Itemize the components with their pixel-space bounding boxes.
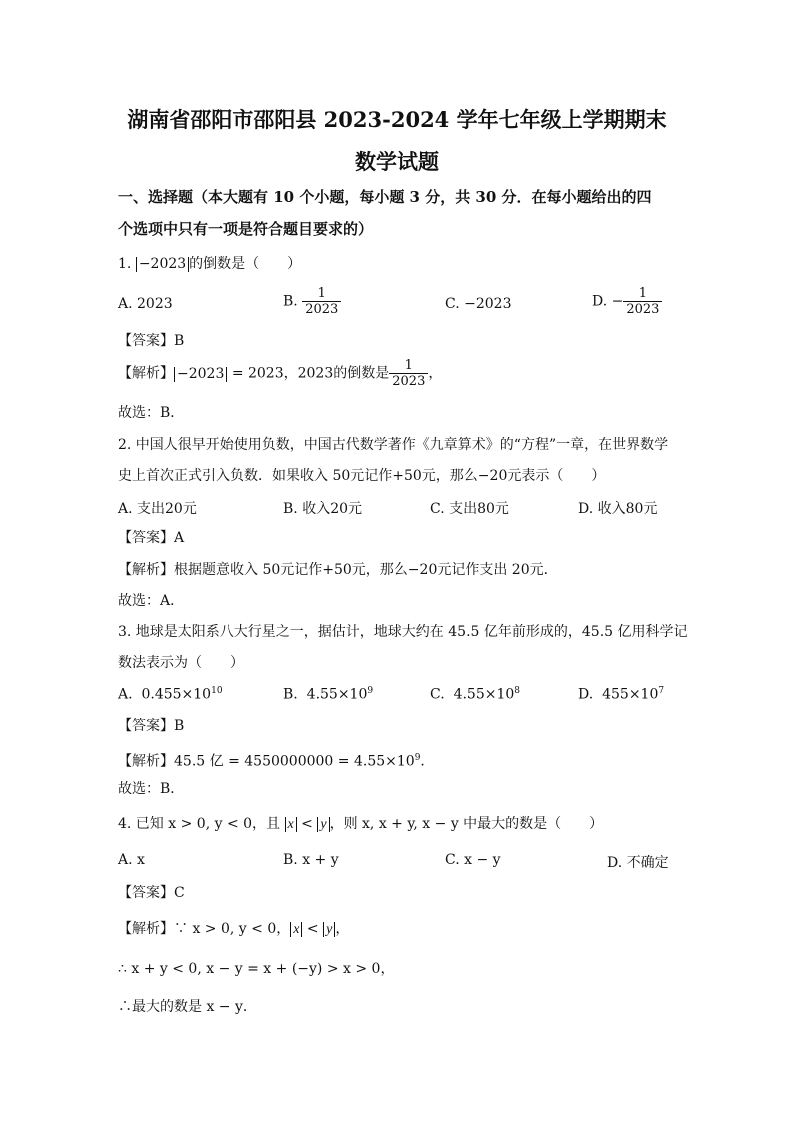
q4-step3: ∴最大的数是 x − y． <box>118 999 257 1015</box>
q1-option-d: D. − $\frac{1}{2023}$ <box>592 286 662 317</box>
q2-option-b: B. 收入20元 <box>283 501 363 517</box>
q1-option-a: A. 2023 <box>118 296 173 312</box>
q3-analysis: 【解析】45.5 亿 = $4550000000 = 4.55\times 10^9$． <box>118 753 435 770</box>
document-title-line1: 湖南省邵阳市邵阳县 2023-2024 学年七年级上学期期末 <box>127 107 667 132</box>
q2-stem-line2: 史上首次正式引入负数．如果收入 50元记作+50元，那么−20元表示（ ） <box>118 468 606 484</box>
q4-option-b: B. x + y <box>283 852 339 868</box>
q3-answer: 【答案】B <box>118 718 185 734</box>
q3-option-b: B. $4.55\times 10^9$ <box>283 686 374 703</box>
document-title-line2: 数学试题 <box>355 149 439 174</box>
q1-analysis: 【解析】 −2023 = 2023，2023的倒数是 $\frac{1}{2023}$ ， <box>118 358 443 389</box>
q2-stem-line1: 2. 中国人很早开始使用负数，中国古代数学著作《九章算术》的“方程”一章，在世界数学 <box>118 437 669 453</box>
q2-conclusion: 故选：A． <box>118 593 185 609</box>
q1-answer: 【答案】B <box>118 333 185 349</box>
q4-stem: 4. 已知 x > 0, y < 0，且 x < y ，则 x, x + y, x − y 中最大的数是（ ） <box>118 816 604 832</box>
section-heading-line1: 一、选择题（本大题有 10 个小题，每小题 3 分，共 30 分．在每小题给出的四 <box>118 188 652 206</box>
q4-option-c: C. x − y <box>445 852 501 868</box>
q3-stem-line1: 3. 地球是太阳系八大行星之一，据估计，地球大约在 45.5 亿年前形成的，45.5 亿用科学记 <box>118 624 688 640</box>
q3-option-d: D. $455\times 10^7$ <box>578 686 665 703</box>
q4-step2: ∴ x + y < 0, x − y = x + (−y) > x > 0， <box>118 961 395 977</box>
q4-option-d: D. 不确定 <box>607 855 669 871</box>
q1-option-c: C. −2023 <box>445 296 512 312</box>
q2-analysis: 【解析】根据题意收入 50元记作+50元，那么−20元记作支出 20元． <box>118 562 558 578</box>
q1-analysis-fraction: $\frac{1}{2023}$ <box>389 358 428 389</box>
q2-option-c: C. 支出80元 <box>430 501 509 517</box>
q3-option-a: A. $0.455\times 10^{10}$ <box>118 686 223 703</box>
section-heading-line2: 个选项中只有一项是符合题目要求的） <box>118 220 374 238</box>
q2-answer: 【答案】A <box>118 530 185 546</box>
q3-conclusion: 故选：B． <box>118 781 185 797</box>
q2-option-d: D. 收入80元 <box>578 501 658 517</box>
q4-analysis: 【解析】∵ x > 0, y < 0， x < y ， <box>118 921 350 937</box>
q1-stem: 1. −2023 的倒数是（ ） <box>118 256 302 272</box>
q1-option-b-fraction: $\frac{1}{2023}$ <box>302 286 341 317</box>
q3-option-c: C. $4.55\times 10^8$ <box>430 686 521 703</box>
q1-option-d-fraction: $\frac{1}{2023}$ <box>623 286 662 317</box>
q4-option-a: A. x <box>118 852 145 868</box>
q1-option-b: B. $\frac{1}{2023}$ <box>283 286 341 317</box>
q4-answer: 【答案】C <box>118 885 185 901</box>
q3-stem-line2: 数法表示为（ ） <box>118 655 244 671</box>
q1-conclusion: 故选：B． <box>118 405 185 421</box>
q1-abs-value: −2023 <box>136 257 189 272</box>
q2-option-a: A. 支出20元 <box>118 501 197 517</box>
